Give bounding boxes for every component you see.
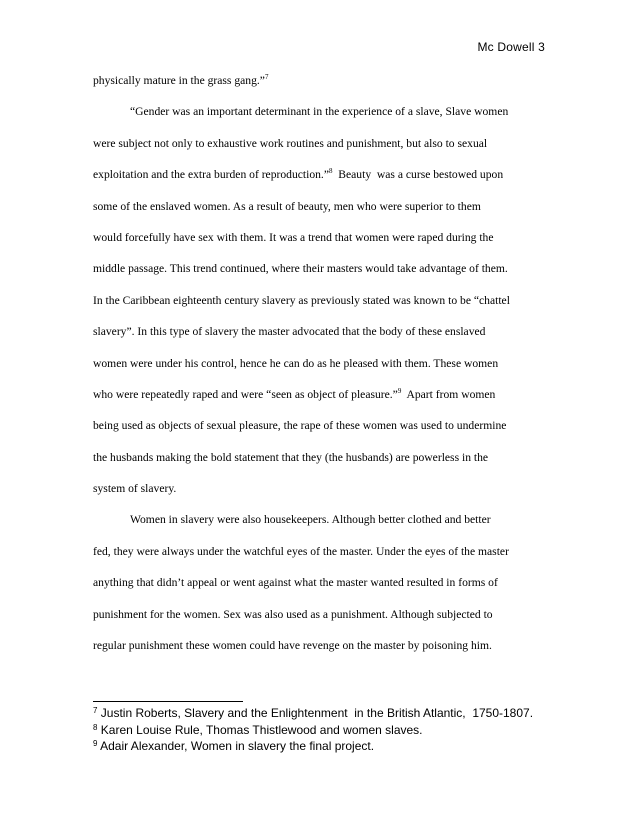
footnote bbox=[93, 738, 563, 755]
running-header: Mc Dowell 3 bbox=[477, 40, 545, 54]
text-line bbox=[93, 442, 548, 473]
text-line bbox=[93, 567, 548, 598]
line-text: “Gender was an important determinant in the experience of a slave, Slave women bbox=[130, 105, 509, 119]
text-line bbox=[93, 222, 548, 253]
footnote-number: 8 bbox=[93, 722, 98, 732]
text-line bbox=[93, 253, 548, 284]
line-text: anything that didn’t appeal or went against what the master wanted resulted in forms of bbox=[93, 576, 498, 590]
line-text: were subject not only to exhaustive work routines and punishment, but also to sexual bbox=[93, 136, 488, 150]
text-line bbox=[93, 285, 548, 316]
line-text: physically mature in the grass gang.” bbox=[93, 74, 265, 87]
body-text bbox=[93, 65, 548, 661]
text-line bbox=[93, 630, 548, 661]
line-text: who were repeatedly raped and were “seen as object of pleasure.” bbox=[93, 387, 398, 401]
line-text: exploitation and the extra burden of reproduction.” bbox=[93, 168, 329, 182]
footnote bbox=[93, 705, 563, 722]
footnote-text: Adair Alexander, Women in slavery the final project. bbox=[97, 739, 375, 753]
line-text: some of the enslaved women. As a result of beauty, men who were superior to them bbox=[93, 199, 481, 213]
line-text: women were under his control, hence he can do as he pleased with them. These women bbox=[93, 356, 499, 370]
footnote-text: Karen Louise Rule, Thomas Thistlewood and women slaves. bbox=[97, 722, 423, 737]
text-line bbox=[93, 65, 548, 96]
line-text: middle passage. This trend continued, where their masters would take advantage of them. bbox=[93, 262, 508, 276]
text-line bbox=[93, 599, 548, 630]
paragraph-start-line bbox=[93, 504, 548, 535]
footnote-ref: 9 bbox=[397, 386, 402, 395]
text-line bbox=[93, 536, 548, 567]
text-line bbox=[93, 348, 548, 379]
line-text: Women in slavery were also housekeepers. Although better clothed and better bbox=[130, 513, 491, 527]
line-text-continued: Apart from women bbox=[401, 387, 496, 401]
footnote-ref: 7 bbox=[264, 73, 269, 81]
text-line bbox=[93, 316, 548, 347]
footnote-number: 7 bbox=[93, 706, 98, 715]
line-text: slavery”. In this type of slavery the master advocated that the body of these enslaved bbox=[93, 325, 486, 339]
line-text-continued: Beauty was a curse bestowed upon bbox=[332, 168, 504, 182]
line-text: the husbands making the bold statement that they (the husbands) are powerless in the bbox=[93, 450, 489, 464]
paragraph-start-line bbox=[93, 96, 548, 127]
footnote-separator bbox=[93, 701, 243, 702]
footnote-text: Justin Roberts, Slavery and the Enlightenment in the British Atlantic, 1750-1807. bbox=[97, 706, 534, 720]
footnote-ref: 8 bbox=[328, 167, 333, 176]
line-text: being used as objects of sexual pleasure, the rape of these women was used to undermine bbox=[93, 419, 507, 433]
text-line bbox=[93, 128, 548, 159]
line-text: would forcefully have sex with them. It was a trend that women were raped during the bbox=[93, 230, 494, 244]
footnote bbox=[93, 722, 563, 739]
line-text: system of slavery. bbox=[93, 482, 177, 496]
text-line bbox=[93, 410, 548, 441]
footnotes bbox=[93, 705, 563, 755]
line-text: In the Caribbean eighteenth century slavery as previously stated was known to be “chattel bbox=[93, 293, 510, 307]
text-line bbox=[93, 159, 548, 190]
footnote-number: 9 bbox=[93, 739, 98, 748]
text-line bbox=[93, 379, 548, 410]
line-text: regular punishment these women could have revenge on the master by poisoning him. bbox=[93, 639, 492, 653]
line-text: punishment for the women. Sex was also used as a punishment. Although subjected to bbox=[93, 607, 493, 621]
text-line bbox=[93, 473, 548, 504]
text-line bbox=[93, 191, 548, 222]
line-text: fed, they were always under the watchful eyes of the master. Under the eyes of the master bbox=[93, 544, 509, 558]
